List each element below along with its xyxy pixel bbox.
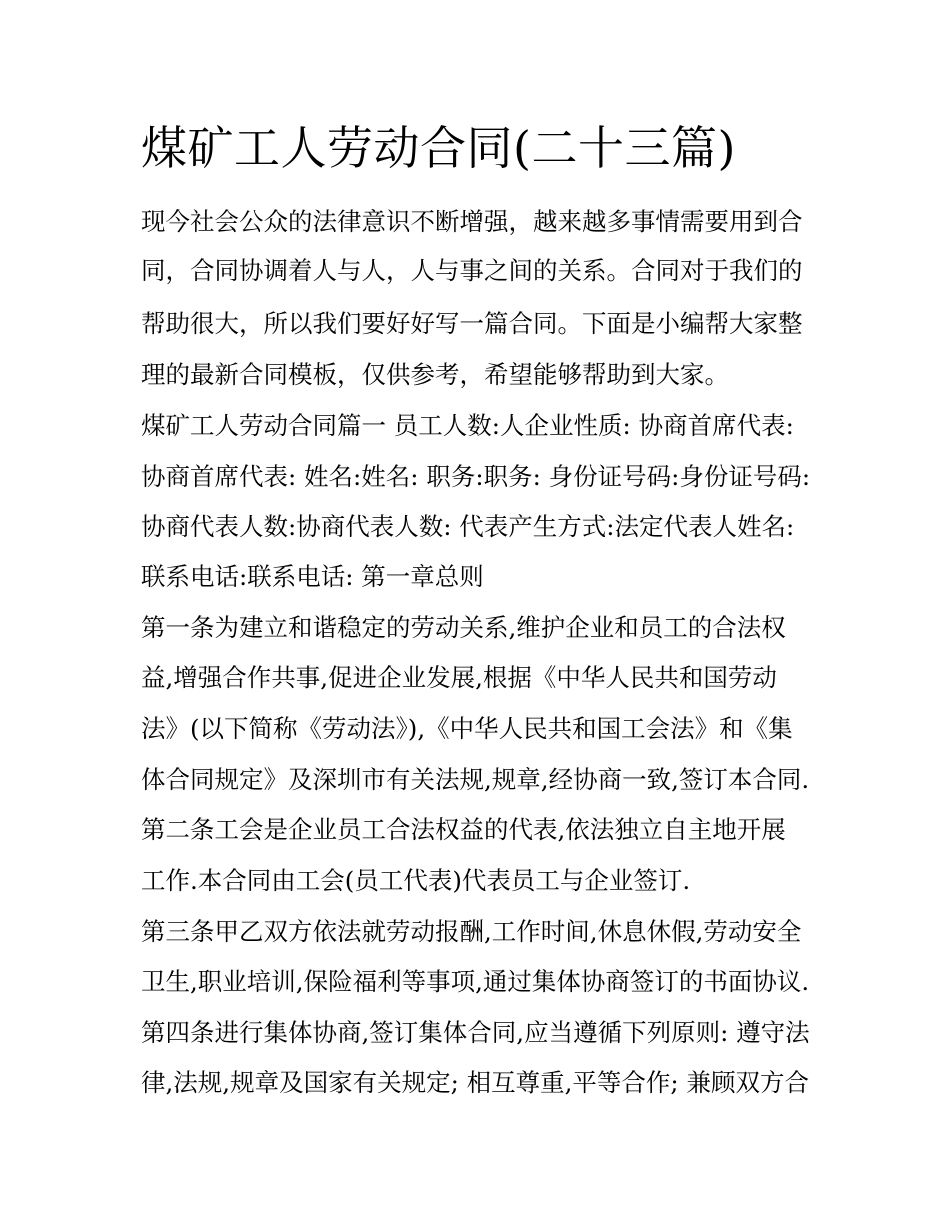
body-line: 第一条为建立和谐稳定的劳动关系,维护企业和员工的合法权 [141, 613, 786, 642]
body-line: 协商首席代表: 姓名:姓名: 职务:职务: 身份证号码:身份证号码: [141, 462, 811, 491]
body-line: 协商代表人数:协商代表人数: 代表产生方式:法定代表人姓名: [141, 512, 795, 541]
body-line: 第二条工会是企业员工合法权益的代表,依法独立自主地开展 [141, 815, 786, 844]
body-line: 联系电话:联系电话: 第一章总则 [141, 562, 484, 591]
body-line: 同，合同协调着人与人，人与事之间的关系。合同对于我们的 [141, 256, 803, 285]
body-line: 现今社会公众的法律意识不断增强，越来越多事情需要用到合 [141, 207, 803, 236]
body-line: 法》(以下简称《劳动法》),《中华人民共和国工会法》和《集 [141, 714, 793, 743]
body-line: 工作.本合同由工会(员工代表)代表员工与企业签订. [141, 866, 691, 895]
body-line: 理的最新合同模板，仅供参考，希望能够帮助到大家。 [141, 360, 729, 389]
body-line: 煤矿工人劳动合同篇一 员工人数:人企业性质: 协商首席代表: [141, 411, 794, 440]
document-title: 煤矿工人劳动合同(二十三篇) [141, 121, 736, 175]
body-line: 第三条甲乙双方依法就劳动报酬,工作时间,休息休假,劳动安全 [141, 917, 802, 946]
body-line: 律,法规,规章及国家有关规定; 相互尊重,平等合作; 兼顾双方合 [141, 1068, 809, 1097]
body-line: 第四条进行集体协商,签订集体合同,应当遵循下列原则: 遵守法 [141, 1018, 810, 1047]
body-line: 益,增强合作共事,促进企业发展,根据《中华人民共和国劳动 [141, 663, 777, 692]
body-line: 帮助很大，所以我们要好好写一篇合同。下面是小编帮大家整 [141, 309, 803, 338]
body-line: 卫生,职业培训,保险福利等事项,通过集体协商签订的书面协议. [141, 967, 810, 996]
body-line: 体合同规定》及深圳市有关法规,规章,经协商一致,签订本合同. [141, 765, 810, 794]
